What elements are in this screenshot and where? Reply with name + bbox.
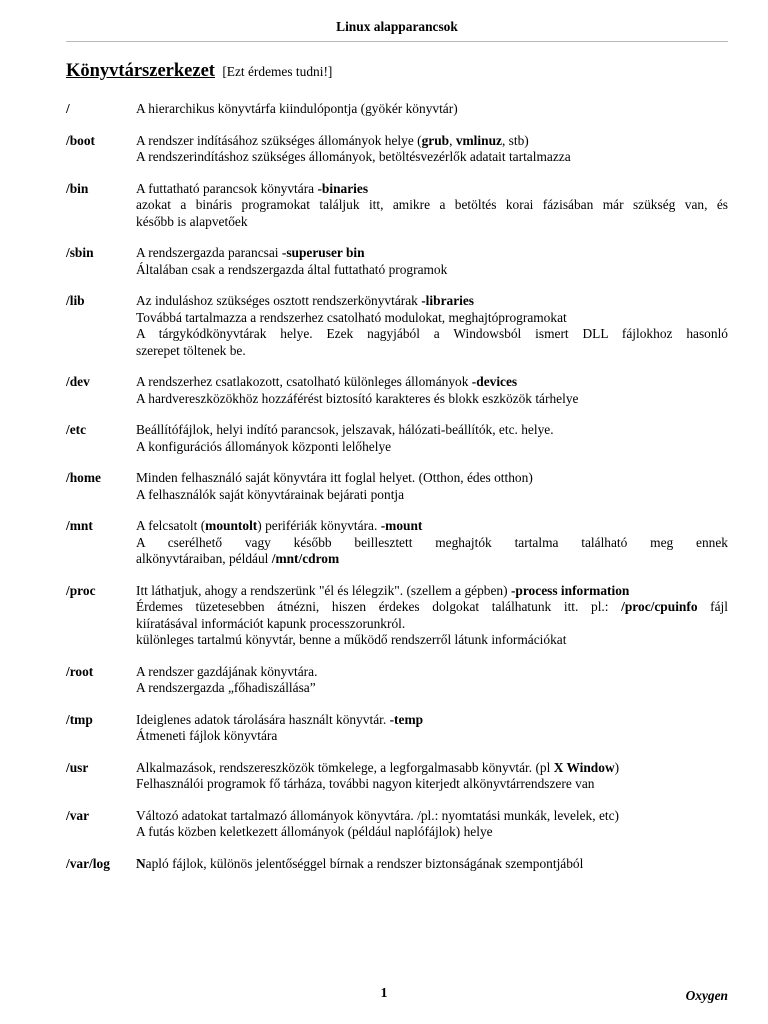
- text-run: Alkalmazások, rendszereszközök tömkelege, a legforgalmasabb könyvtár. (pl: [136, 759, 554, 775]
- directory-list: [66, 101, 728, 872]
- text-run: kiíratásával információt kapunk processzorunkról.: [136, 615, 406, 631]
- description-line: [136, 374, 728, 391]
- directory-path: /root: [66, 663, 94, 679]
- directory-path: /usr: [66, 759, 89, 775]
- text-run: Érdemes tüzetesebben átnézni, hiszen érdekes dolgokat találhatunk itt. pl.:: [136, 599, 622, 614]
- directory-path: /var/log: [66, 855, 110, 871]
- header-rule: [66, 41, 728, 42]
- directory-description: [136, 518, 728, 568]
- directory-path: /boot: [66, 132, 96, 148]
- description-line: [136, 583, 728, 600]
- description-line: [136, 856, 728, 873]
- directory-entry: [66, 760, 728, 793]
- description-line: [136, 149, 728, 166]
- text-run: fájl: [697, 599, 728, 614]
- text-run: A cserélhető vagy később beillesztett meghajtók tartalma található meg ennek: [136, 534, 728, 550]
- text-run: ): [614, 759, 620, 775]
- directory-path: /sbin: [66, 245, 94, 260]
- directory-path: /bin: [66, 180, 89, 196]
- description-line: [136, 391, 728, 408]
- text-run: Általában csak a rendszergazda által futtatható programok: [136, 261, 448, 277]
- footer-brand: Oxygen: [685, 988, 728, 1003]
- directory-path: /lib: [66, 293, 85, 308]
- directory-path: /tmp: [66, 711, 93, 727]
- directory-path: /: [66, 101, 70, 116]
- directory-entry: [66, 422, 728, 455]
- directory-entry: [66, 101, 728, 118]
- text-run: Itt láthatjuk, ahogy a rendszerünk "él és lélegzik". (szellem a gépben): [136, 582, 511, 598]
- text-run: szerepet töltenek be.: [136, 342, 246, 358]
- directory-entry: [66, 583, 728, 649]
- text-run: azokat a bináris programokat találjuk itt, amikre a betöltés korai fázisában már szükség van, és: [136, 197, 728, 212]
- text-run: Az induláshoz szükséges osztott rendszerkönyvtárak: [136, 293, 422, 308]
- directory-description: [136, 422, 728, 455]
- description-line: [136, 197, 728, 214]
- text-run: A konfigurációs állományok központi lelőhelye: [136, 438, 392, 454]
- directory-entry: [66, 712, 728, 745]
- directory-path: /mnt: [66, 518, 93, 533]
- text-run: A rendszer indításához szükséges állományok helye (: [136, 132, 422, 148]
- directory-description: [136, 583, 728, 649]
- directory-path: /dev: [66, 374, 90, 389]
- text-run: A hierarchikus könyvtárfa kiindulópontja (gyökér könyvtár): [136, 101, 458, 116]
- bold-term: -devices: [471, 374, 518, 389]
- text-run: Minden felhasználó saját könyvtára itt foglal helyet. (Otthon, édes otthon): [136, 470, 533, 485]
- bold-term: /mnt/cdrom: [271, 551, 340, 566]
- text-run: később is alapvetőek: [136, 213, 248, 229]
- description-line: [136, 712, 728, 729]
- text-run: Átmeneti fájlok könyvtára: [136, 728, 278, 743]
- directory-entry: [66, 181, 728, 231]
- text-run: A felcsatolt (: [136, 518, 206, 533]
- section-title: Könyvtárszerkezet: [66, 61, 215, 81]
- bold-term: -libraries: [421, 293, 475, 308]
- description-line: [136, 422, 728, 439]
- text-run: Felhasználói programok fő tárháza, további nagyon kiterjedt alkönyvtárrendszere van: [136, 776, 595, 791]
- description-line: [136, 310, 728, 327]
- directory-description: [136, 181, 728, 231]
- description-line: [136, 439, 728, 456]
- description-line: [136, 487, 728, 504]
- directory-description: [136, 856, 728, 873]
- description-line: [136, 632, 728, 649]
- description-line: [136, 262, 728, 279]
- directory-entry: [66, 245, 728, 278]
- directory-description: [136, 470, 728, 503]
- directory-entry: [66, 518, 728, 568]
- description-line: [136, 245, 728, 262]
- bold-term: -temp: [389, 711, 424, 727]
- text-run: A rendszergazda „főhadiszállása”: [136, 680, 316, 695]
- directory-entry: [66, 374, 728, 407]
- text-run: Beállítófájlok, helyi indító parancsok, jelszavak, hálózati-beállítók, etc. helye.: [136, 422, 554, 437]
- section-heading: [66, 63, 728, 81]
- directory-description: [136, 133, 728, 166]
- description-line: [136, 599, 728, 616]
- text-run: , stb): [501, 132, 529, 148]
- text-run: apló fájlok, különös jelentőséggel bírnak a rendszer biztonságának szempontjából: [145, 855, 584, 871]
- bold-term: vmlinuz: [455, 132, 502, 148]
- description-line: [136, 728, 728, 745]
- directory-path: /var: [66, 807, 90, 823]
- text-run: A futtatható parancsok könyvtára: [136, 180, 318, 196]
- description-line: [136, 343, 728, 360]
- directory-path: /home: [66, 470, 101, 485]
- directory-description: [136, 808, 728, 841]
- directory-entry: [66, 856, 728, 873]
- description-line: [136, 680, 728, 697]
- description-line: [136, 551, 728, 568]
- directory-entry: [66, 808, 728, 841]
- text-run: A futás közben keletkezett állományok (például naplófájlok) helye: [136, 824, 493, 839]
- description-line: [136, 518, 728, 535]
- description-line: [136, 760, 728, 777]
- bold-term: X Window: [553, 759, 615, 775]
- text-run: A rendszerindításhoz szükséges állományok, betöltésvezérlők adatait tartalmazza: [136, 149, 571, 164]
- text-run: különleges tartalmú könyvtár, benne a működő rendszerről látunk információkat: [136, 632, 567, 647]
- description-line: [136, 808, 728, 825]
- bold-term: N: [136, 855, 146, 871]
- text-run: Ideiglenes adatok tárolására használt könyvtár.: [136, 711, 390, 727]
- description-line: [136, 470, 728, 487]
- description-line: [136, 535, 728, 552]
- directory-description: [136, 712, 728, 745]
- section-note: [Ezt érdemes tudni!]: [222, 64, 333, 79]
- directory-description: [136, 101, 728, 118]
- directory-description: [136, 374, 728, 407]
- text-run: A felhasználók saját könyvtárainak bejárati pontja: [136, 486, 405, 502]
- bold-term: /proc/cpuinfo: [621, 599, 698, 614]
- text-run: A tárgykódkönyvtárak helye. Ezek nagyjából a Windowsból ismert DLL fájlokhoz hasonló: [136, 326, 728, 341]
- directory-entry: [66, 664, 728, 697]
- description-line: [136, 824, 728, 841]
- description-line: [136, 181, 728, 198]
- text-run: A hardvereszközökhöz hozzáférést biztosító karakteres és blokk eszközök tárhelye: [136, 390, 579, 406]
- text-run: A rendszerhez csatlakozott, csatolható különleges állományok: [136, 374, 472, 389]
- description-line: [136, 616, 728, 633]
- directory-entry: [66, 470, 728, 503]
- page-header-title: Linux alapparancsok: [336, 19, 458, 34]
- text-run: alkönyvtáraiban, például: [136, 551, 272, 566]
- directory-entry: [66, 133, 728, 166]
- directory-path: /proc: [66, 582, 96, 598]
- description-line: [136, 101, 728, 118]
- text-run: Továbbá tartalmazza a rendszerhez csatolható modulokat, meghajtóprogramokat: [136, 309, 567, 325]
- description-line: [136, 293, 728, 310]
- directory-path: /etc: [66, 422, 87, 437]
- directory-description: [136, 293, 728, 359]
- description-line: [136, 776, 728, 793]
- description-line: [136, 133, 728, 150]
- text-run: Változó adatokat tartalmazó állományok könyvtára. /pl.: nyomtatási munkák, levelek, etc): [136, 807, 620, 823]
- text-run: ,: [449, 132, 456, 148]
- description-line: [136, 326, 728, 343]
- directory-description: [136, 245, 728, 278]
- bold-term: -superuser bin: [281, 245, 365, 260]
- bold-term: grub: [421, 132, 450, 148]
- text-run: A rendszer gazdájának könyvtára.: [136, 663, 318, 679]
- text-run: ) perifériák könyvtára.: [257, 518, 381, 533]
- page-number: 1: [380, 986, 388, 1001]
- directory-description: [136, 664, 728, 697]
- bold-term: -binaries: [317, 180, 369, 196]
- description-line: [136, 214, 728, 231]
- directory-description: [136, 760, 728, 793]
- bold-term: -process information: [510, 582, 630, 598]
- text-run: A rendszergazda parancsai: [136, 245, 282, 260]
- bold-term: -mount: [380, 518, 423, 533]
- description-line: [136, 664, 728, 681]
- directory-entry: [66, 293, 728, 359]
- bold-term: mountolt: [205, 518, 258, 533]
